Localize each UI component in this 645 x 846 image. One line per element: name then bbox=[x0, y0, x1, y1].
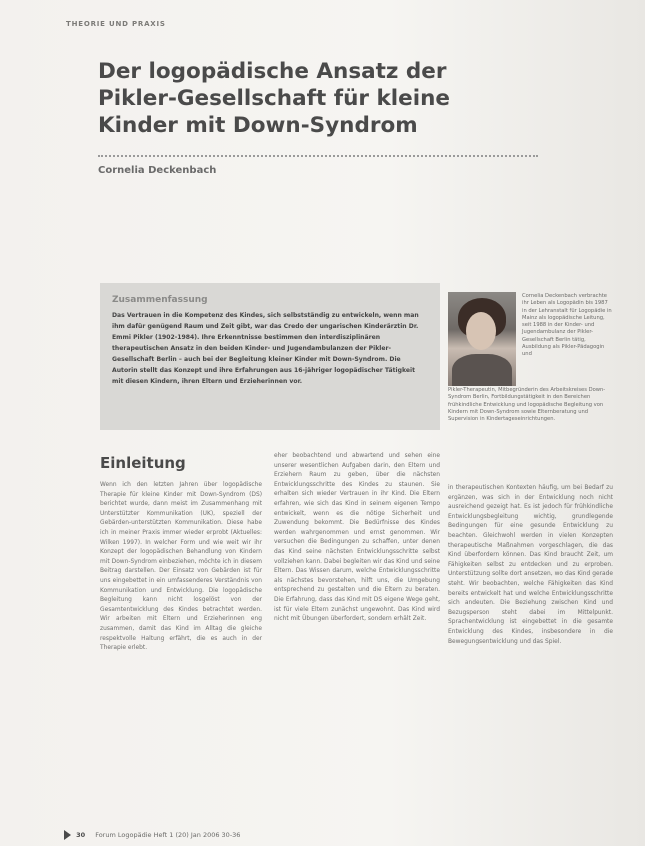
page-footer bbox=[64, 830, 240, 840]
author-bio-bottom: Pikler-Therapeutin, Mitbegründerin des Arbeitskreises Down-Syndrom Berlin, Fortbildungstätigkeit in den Bereichen frühkindliche Entwicklung und logopädische Begleitung von Kindern mit Down-Syndrom sowie Elternberatung und Supervision in Kindertageseinrichtungen. bbox=[448, 387, 606, 423]
column-3-text: in therapeutischen Kontexten häufig, um bei Bedarf zu ergänzen, was sich in der Entwicklung noch nicht ausreichend gezeigt hat. Es ist jedoch für frühkindliche Entwicklungsbegleitung wichtig, grundlegende Bedingungen für eine gesunde Entwicklung zu beachten. Gleichwohl werden in vielen Konzepten therapeutische Maßnahmen vorgeschlagen, die das Kind überfordern können. Das Kind braucht Zeit, um Fähigkeiten selbst zu entdecken und zu erproben. Unterstützung sollte dort ansetzen, wo das Kind gerade steht. Wir beobachten, welche Fähigkeiten das Kind bereits entwickelt hat und welche Entwicklungsschritte sich andeuten. Die Beziehung zwischen Kind und Bezugsperson steht dabei im Mittelpunkt. Sprachentwicklung ist eingebettet in die gesamte Entwicklung des Kindes, insbesondere in die Bewegungsentwicklung und das Spiel. bbox=[448, 485, 613, 645]
page-number: 30 bbox=[76, 831, 86, 839]
text-column-2 bbox=[274, 452, 440, 625]
abstract-text: Das Vertrauen in die Kompetenz des Kindes, sich selbstständig zu entwickeln, wenn man ihm dafür genügend Raum und Zeit gibt, war das Credo der ungarischen Kinderärztin Dr. Emmi Pikler (1902-1984). Ihre Erkenntnisse bestimmen den interdisziplinären therapeutischen Ansatz in den beiden Kinder- und Jugendambulanzen der Pikler-Gesellschaft Berlin – auch bei der Begleitung kleiner Kinder mit Down-Syndrom. Die Autorin stellt das Konzept und ihre Erfahrungen aus 16-jähriger logopädischer Tätigkeit mit diesen Kindern, ihren Eltern und Erzieherinnen vor. bbox=[112, 312, 419, 385]
article-title: Der logopädische Ansatz der Pikler-Gesellschaft für kleine Kinder mit Down-Syndrom bbox=[98, 59, 450, 138]
abstract-box bbox=[100, 283, 440, 430]
triangle-marker-icon bbox=[64, 830, 71, 840]
journal-citation: Forum Logopädie Heft 1 (20) Jan 2006 30-36 bbox=[95, 831, 241, 839]
text-column-3 bbox=[448, 484, 613, 647]
author-bio-top: Cornelia Deckenbach verbrachte ihr Leben als Logopädin bis 1987 in der Lehranstalt für Logopädie in Mainz als logopädische Leitung, seit 1988 in der Kinder- und Jugendambulanz der Pikler-Gesellschaft Berlin tätig, Ausbildung als Pikler-Pädagogin und bbox=[522, 293, 612, 358]
author-photo bbox=[448, 292, 516, 386]
dotted-divider bbox=[98, 155, 538, 157]
text-column-1 bbox=[100, 481, 262, 654]
column-1-text: Wenn ich den letzten Jahren über logopädische Therapie für kleine Kinder mit Down-Syndrom (DS) berichtet wurde, dann meist im Zusammenhang mit Unterstützter Kommunikation (UK), speziell der Gebärden-unterstützten Kommunikation. Diese habe ich in meiner Praxis immer wieder erprobt (Aktuelles: Wilken 1997). In welcher Form und wie weit wir ihr Konzept der logopädischen Behandlung von Kindern mit Down-Syndrom einbeziehen, möchte ich in diesem Beitrag darstellen. Der Einsatz von Gebärden ist für uns eingebettet in ein umfassenderes Verständnis von Kommunikation und Entwicklung. Die logopädische Begleitung kann nicht losgelöst von der Gesamtentwicklung des Kindes betrachtet werden. Wir arbeiten mit Eltern und Erzieherinnen eng zusammen, damit das Kind im Alltag die gleiche respektvolle Haltung erfährt, die es auch in der Therapie erlebt. bbox=[100, 482, 262, 652]
section-label: THEORIE UND PRAXIS bbox=[66, 20, 166, 28]
section-heading: Einleitung bbox=[100, 454, 186, 472]
author-name: Cornelia Deckenbach bbox=[98, 165, 217, 176]
column-2-text: eher beobachtend und abwartend und sehen eine unserer wesentlichen Aufgaben darin, den Eltern und Erziehern Raum zu geben, über die nächsten Entwicklungsschritte des Kindes zu staunen. Sie erhalten sich wieder Vertrauen in ihr Kind. Die Eltern erfahren, wie sich das Kind in seinem eigenen Tempo entwickelt, wenn es die nötige Sicherheit und Zuwendung bekommt. Die Bedürfnisse des Kindes werden wahrgenommen und ernst genommen. Wir versuchen die Bedingungen zu schaffen, unter denen das Kind seine nächsten Entwicklungsschritte selbst vollziehen kann. Dabei begleiten wir das Kind und seine Eltern. Das Wissen darum, welche Entwicklungsschritte als nächstes bevorstehen, hilft uns, die Umgebung entsprechend zu gestalten und die Eltern zu beraten. Die Erfahrung, dass das Kind mit DS eigene Wege geht, ist für viele Eltern zunächst ungewohnt. Das Kind wird nicht mit Übungen überfordert, sondern erhält Zeit. bbox=[274, 453, 440, 623]
abstract-heading: Zusammenfassung bbox=[112, 295, 208, 305]
